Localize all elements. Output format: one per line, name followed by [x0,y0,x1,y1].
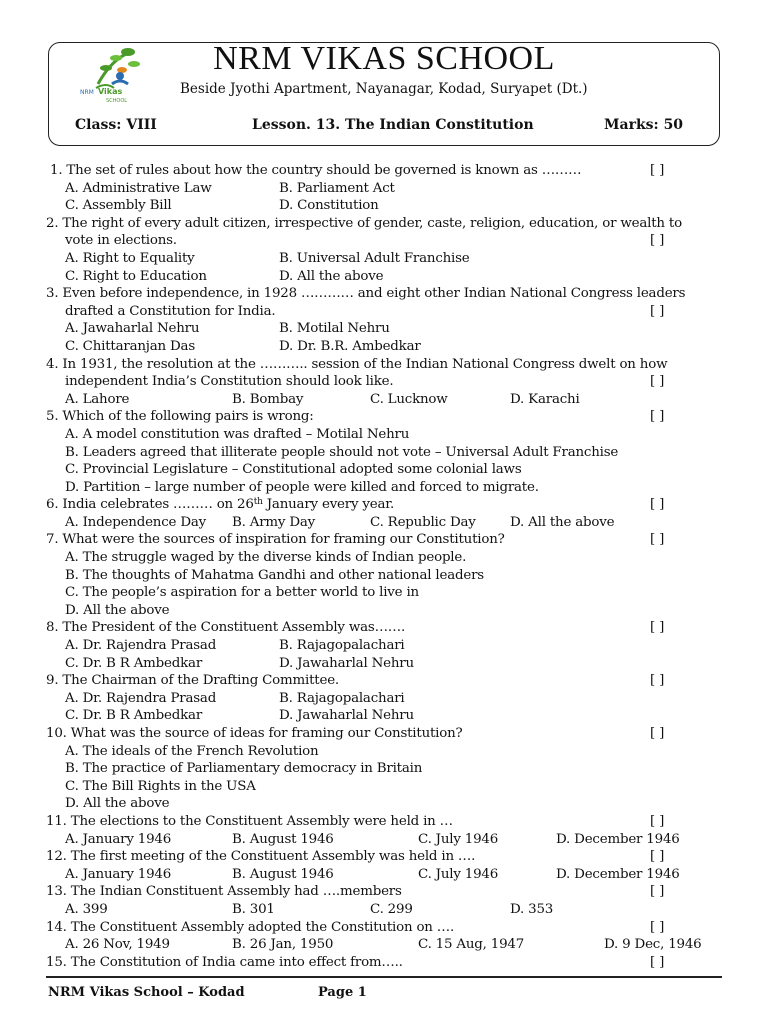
answer-option[interactable]: A. January 1946 [65,831,172,847]
question-text: 8. The President of the Constituent Assembly was……. [46,620,406,636]
option-row [46,426,722,444]
option-row [46,866,722,884]
option-row [46,602,722,620]
question-text [46,497,394,512]
page-number: Page 1 [318,985,367,1000]
answer-option[interactable]: A. Independence Day [65,514,206,530]
answer-option[interactable]: D. All the above [279,268,384,284]
answer-option[interactable]: D. Dr. B.R. Ambedkar [279,338,421,354]
answer-option[interactable]: C. 15 Aug, 1947 [418,937,525,953]
answer-option[interactable]: D. All the above [65,796,170,812]
answer-option[interactable]: D. 9 Dec, 1946 [604,937,702,953]
question-text: drafted a Constitution for India. [65,303,276,319]
question-stem-continued [46,303,722,321]
question-stem [46,215,722,233]
option-row [46,690,722,708]
question-text-part: 6. India celebrates ……… on 26 [46,497,254,513]
answer-option[interactable]: B. The thoughts of Mahatma Gandhi and other national leaders [65,567,484,583]
question-stem [46,954,722,972]
answer-option[interactable]: B. Parliament Act [279,180,395,196]
answer-option[interactable]: B. 26 Jan, 1950 [232,937,334,953]
answer-option[interactable]: D. Jawaharlal Nehru [279,708,414,724]
answer-bracket[interactable]: [ ] [650,673,665,689]
option-row [46,778,722,796]
question-stem [46,725,722,743]
question-stem [46,848,722,866]
answer-option[interactable]: C. Right to Education [65,268,207,284]
answer-option[interactable]: B. Army Day [232,514,316,530]
answer-option[interactable]: C. Assembly Bill [65,198,172,214]
svg-text:Vikas: Vikas [98,87,123,96]
option-row [46,760,722,778]
answer-option[interactable]: A. Lahore [65,391,130,407]
option-row [46,268,722,286]
question-text: 15. The Constitution of India came into effect from….. [46,954,403,970]
answer-option[interactable]: C. July 1946 [418,831,499,847]
answer-bracket[interactable]: [ ] [650,919,665,935]
class-label: Class: VIII [75,117,157,133]
question-text-part: January every year. [262,497,395,513]
answer-option[interactable]: B. Universal Adult Franchise [279,250,470,266]
question-text: 9. The Chairman of the Drafting Committee. [46,673,339,689]
question-stem [46,285,722,303]
answer-option[interactable]: C. Dr. B R Ambedkar [65,708,203,724]
answer-option[interactable]: C. The Bill Rights in the USA [65,778,256,794]
school-address: Beside Jyothi Apartment, Nayanagar, Kodad, Suryapet (Dt.) [180,81,588,97]
question-text: 2. The right of every adult citizen, irrespective of gender, caste, religion, education, or wealth to [46,215,682,231]
question-list [46,162,722,971]
answer-option[interactable]: B. August 1946 [232,831,334,847]
answer-bracket[interactable]: [ ] [650,620,665,636]
option-row [46,549,722,567]
marks-label: Marks: 50 [604,117,684,133]
answer-option[interactable]: A. 399 [65,901,108,917]
answer-option[interactable]: A. The ideals of the French Revolution [65,743,319,759]
answer-option[interactable]: D. Constitution [279,198,379,214]
question-stem [46,496,722,514]
question-stem [46,356,722,374]
answer-option[interactable]: A. 26 Nov, 1949 [65,937,170,953]
option-row [46,444,722,462]
question-text: 3. Even before independence, in 1928 ………… and eight other Indian National Congress leaders [46,286,686,302]
answer-bracket[interactable]: [ ] [650,813,665,829]
answer-option[interactable]: C. Provincial Legislature – Constitutional adopted some colonial laws [65,462,522,478]
answer-bracket[interactable]: [ ] [650,374,665,390]
answer-option[interactable]: A. A model constitution was drafted – Motilal Nehru [65,426,410,442]
option-row [46,795,722,813]
option-row [46,936,722,954]
answer-option[interactable]: B. The practice of Parliamentary democracy in Britain [65,761,423,777]
footer-divider [46,976,722,978]
answer-option[interactable]: A. Right to Equality [65,250,195,266]
answer-option[interactable]: D. All the above [65,602,170,618]
answer-option[interactable]: C. 299 [370,901,413,917]
answer-option[interactable]: C. July 1946 [418,866,499,882]
option-row [46,338,722,356]
superscript: th [253,497,263,508]
logo-text: NRM [80,89,94,96]
school-name: NRM VIKAS SCHOOL [213,40,555,77]
question-text: vote in elections. [65,233,177,249]
question-text: independent India’s Constitution should look like. [65,374,394,390]
answer-bracket[interactable]: [ ] [650,884,665,900]
question-stem [46,672,722,690]
option-row [46,901,722,919]
answer-option[interactable]: D. All the above [510,514,615,530]
svg-text:SCHOOL: SCHOOL [106,98,128,104]
answer-option[interactable]: A. January 1946 [65,866,172,882]
question-text: 1. The set of rules about how the country should be governed is known as ……… [50,163,582,178]
question-text: 14. The Constituent Assembly adopted the Constitution on …. [46,919,455,935]
answer-option[interactable]: A. Administrative Law [65,180,212,196]
option-row [46,391,722,409]
question-stem [46,408,722,426]
answer-bracket[interactable]: [ ] [650,497,665,513]
option-row [46,180,722,198]
answer-option[interactable]: B. August 1946 [232,866,334,882]
answer-option[interactable]: D. Partition – large number of people were killed and forced to migrate. [65,479,539,495]
answer-bracket[interactable]: [ ] [650,303,665,319]
option-row [46,567,722,585]
question-text: 10. What was the source of ideas for framing our Constitution? [46,726,463,741]
option-row [46,707,722,725]
option-row [46,320,722,338]
question-text: 12. The first meeting of the Constituent Assembly was held in …. [46,849,476,865]
option-row [46,584,722,602]
footer-school: NRM Vikas School – Kodad [48,985,245,1000]
answer-option[interactable]: D. Karachi [510,391,580,407]
answer-bracket[interactable]: [ ] [650,726,665,741]
answer-option[interactable]: B. 301 [232,901,275,917]
answer-option[interactable]: D. Jawaharlal Nehru [279,655,414,671]
question-stem [46,813,722,831]
lesson-label: Lesson. 13. The Indian Constitution [252,117,534,133]
question-stem-continued [46,373,722,391]
question-text: 7. What were the sources of inspiration for framing our Constitution? [46,532,505,548]
option-row [46,831,722,849]
question-stem [46,162,722,180]
answer-option[interactable]: A. Jawaharlal Nehru [65,321,200,337]
option-row [46,461,722,479]
question-stem [46,919,722,937]
answer-option[interactable]: B. Rajagopalachari [279,638,405,654]
answer-bracket[interactable]: [ ] [650,954,665,970]
question-stem-continued [46,232,722,250]
answer-option[interactable]: C. Lucknow [370,391,448,407]
option-row [46,637,722,655]
answer-bracket[interactable]: [ ] [650,409,665,425]
answer-option[interactable]: D. December 1946 [556,866,680,882]
option-row [46,197,722,215]
question-text: 11. The elections to the Constituent Assembly were held in … [46,813,453,829]
question-text: 5. Which of the following pairs is wrong: [46,409,314,425]
answer-option[interactable]: D. December 1946 [556,831,680,847]
answer-option[interactable]: C. Dr. B R Ambedkar [65,655,203,671]
answer-option[interactable]: A. Dr. Rajendra Prasad [65,638,217,654]
option-row [46,514,722,532]
answer-bracket[interactable]: [ ] [650,849,665,865]
question-stem [46,619,722,637]
answer-option[interactable]: C. Chittaranjan Das [65,338,195,354]
question-text: 4. In 1931, the resolution at the ……….. session of the Indian National Congress dwelt on how [46,356,668,372]
question-stem [46,531,722,549]
answer-option[interactable]: C. The people’s aspiration for a better world to live in [65,585,419,601]
answer-option[interactable]: A. Dr. Rajendra Prasad [65,690,217,706]
question-text: 13. The Indian Constituent Assembly had ….members [46,884,402,900]
answer-bracket[interactable]: [ ] [650,233,665,249]
answer-option[interactable]: D. 353 [510,901,554,917]
option-row [46,250,722,268]
answer-option[interactable]: B. Motilal Nehru [279,321,390,337]
question-stem [46,883,722,901]
answer-option[interactable]: C. Republic Day [370,514,476,530]
answer-bracket[interactable]: [ ] [650,163,665,178]
answer-bracket[interactable]: [ ] [650,532,665,548]
answer-option[interactable]: B. Bombay [232,391,304,407]
option-row [46,743,722,761]
answer-option[interactable]: B. Leaders agreed that illiterate people should not vote – Universal Adult Franchise [65,444,619,460]
answer-option[interactable]: A. The struggle waged by the diverse kinds of Indian people. [65,550,467,566]
option-row [46,655,722,673]
answer-option[interactable]: B. Rajagopalachari [279,690,405,706]
option-row [46,479,722,497]
